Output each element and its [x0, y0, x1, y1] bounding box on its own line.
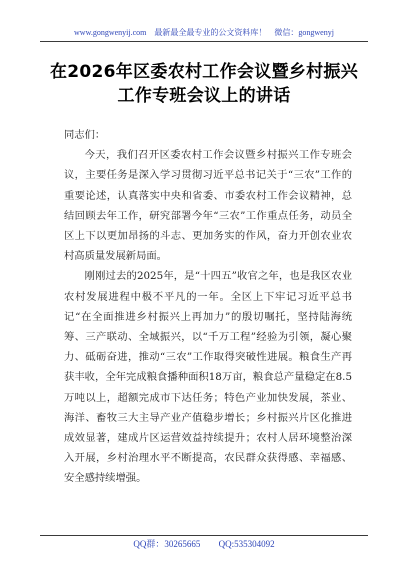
paragraph-1: 今天，我们召开区委农村工作会议暨乡村振兴工作专班会议，主要任务是深入学习贯彻习近平总书记关于“三农”工作的重要论述，认真落实中央和省委、市委农村工作会议精神，总结回顾去年工作，研究部署今年“三农”工作重点任务，动员全区上下以更加昂扬的斗志、更加务实的作风，奋力开创农业农村高质量发展新局面。 — [64, 149, 352, 263]
title-line-2: 工作专班会议上的讲话 — [117, 86, 291, 106]
header-slogan: 最新最全最专业的公文资料库！ — [154, 28, 267, 37]
footer-divider — [40, 535, 368, 536]
title-line-1: 在2026年区委农村工作会议暨乡村振兴 — [49, 62, 358, 82]
header-site-link[interactable]: www.gongwenyij.com — [74, 28, 147, 37]
page-footer — [40, 538, 368, 550]
document-body — [64, 125, 352, 489]
document-title — [40, 60, 368, 108]
header-wechat: 微信：gongwenyj — [274, 28, 334, 37]
page-header — [40, 28, 368, 38]
header-divider — [40, 41, 368, 42]
footer-qq-group: QQ群：30265665 — [133, 539, 201, 549]
paragraph-2: 刚刚过去的2025年，是“十四五”收官之年，也是我区农业农村发展进程中极不平凡的一年。全区上下牢记习近平总书记“在全面推进乡村振兴上再加力”的殷切嘱托，坚持陆海统筹、三产联动、全域振兴，以“千万工程”经验为引领，凝心聚力、砥砺奋进，推动“三农”工作取得突破性进展。粮食生产再获丰收，全年完成粮食播种面积18万亩，粮食总产量稳定在8.5万吨以上，超额完成市下达任务；特色产业加快发展，茶业、海洋、畜牧三大主导产业产值稳步增长；乡村振兴片区化推进成效显著，建成片区运营效益持续提升；农村人居环境整治深入开展，乡村治理水平不断提高，农民群众获得感、幸福感、安全感持续增强。 — [64, 270, 352, 485]
salutation: 同志们： — [64, 129, 106, 141]
footer-qq: QQ:535304092 — [218, 539, 275, 549]
